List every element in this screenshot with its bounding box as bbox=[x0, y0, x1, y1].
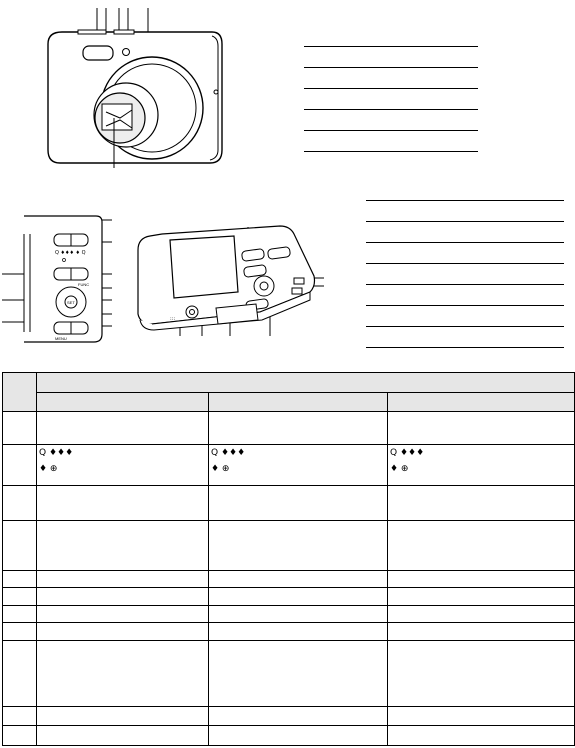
table-row bbox=[3, 570, 575, 588]
legend-line bbox=[366, 326, 564, 327]
legend-line bbox=[366, 200, 564, 201]
table-row bbox=[3, 412, 575, 445]
table-row bbox=[3, 623, 575, 641]
table-cell bbox=[37, 623, 209, 641]
row-num bbox=[3, 486, 37, 521]
button-function-table bbox=[2, 372, 575, 746]
legend-line bbox=[304, 151, 478, 152]
table-cell bbox=[388, 706, 575, 726]
table-cell bbox=[388, 640, 575, 706]
row-num bbox=[3, 521, 37, 570]
table-cell bbox=[388, 623, 575, 641]
table-cell bbox=[388, 570, 575, 588]
table-cell bbox=[37, 445, 209, 486]
table-cell bbox=[209, 570, 388, 588]
zoom-wide-icon: Q ♦♦♦ bbox=[39, 448, 74, 459]
table-cell bbox=[37, 486, 209, 521]
table-cell bbox=[209, 588, 388, 606]
table-cell bbox=[209, 445, 388, 486]
legend-line bbox=[366, 347, 564, 348]
legend-line bbox=[304, 46, 478, 47]
row-num bbox=[3, 605, 37, 623]
table-cell bbox=[37, 521, 209, 570]
row-num bbox=[3, 726, 37, 746]
zoom-tele-icon: ♦ ⊕ bbox=[390, 464, 409, 475]
table-header-group bbox=[37, 373, 575, 393]
table-row bbox=[3, 605, 575, 623]
table-row bbox=[3, 588, 575, 606]
row-num bbox=[3, 412, 37, 445]
row-num bbox=[3, 640, 37, 706]
table-row bbox=[3, 726, 575, 746]
table-cell bbox=[209, 706, 388, 726]
zoom-wide-icon: Q ♦♦♦ bbox=[211, 448, 246, 459]
table-row bbox=[3, 640, 575, 706]
svg-text:SET: SET bbox=[67, 300, 75, 305]
zoom-wide-icon: Q ♦♦♦ bbox=[390, 448, 425, 459]
table-row bbox=[3, 445, 575, 486]
table-header-col bbox=[388, 392, 575, 412]
legend-line bbox=[366, 305, 564, 306]
camera-back-perspective-figure bbox=[130, 212, 335, 347]
table-cell bbox=[209, 640, 388, 706]
camera-back-figure bbox=[0, 210, 120, 350]
table-cell bbox=[209, 605, 388, 623]
table-cell bbox=[388, 445, 575, 486]
table-header-num bbox=[3, 373, 37, 412]
row-num bbox=[3, 706, 37, 726]
row-num bbox=[3, 570, 37, 588]
legend-line bbox=[366, 284, 564, 285]
table-cell bbox=[209, 623, 388, 641]
legend-line bbox=[304, 109, 478, 110]
row-num bbox=[3, 445, 37, 486]
table-cell bbox=[37, 706, 209, 726]
table-cell bbox=[37, 605, 209, 623]
table-cell bbox=[209, 521, 388, 570]
table-cell bbox=[209, 486, 388, 521]
camera-front-figure bbox=[40, 0, 240, 175]
legend-line bbox=[304, 130, 478, 131]
zoom-tele-icon: ♦ ⊕ bbox=[39, 464, 58, 475]
table-cell bbox=[37, 640, 209, 706]
table-header-row bbox=[3, 373, 575, 393]
table-cell bbox=[37, 570, 209, 588]
table-cell bbox=[388, 588, 575, 606]
table-cell bbox=[37, 588, 209, 606]
legend-line bbox=[304, 88, 478, 89]
legend-line bbox=[366, 263, 564, 264]
zoom-label: Q ♦♦♦ ♦ Q bbox=[55, 250, 86, 256]
legend-line bbox=[366, 221, 564, 222]
table-cell bbox=[37, 412, 209, 445]
row-num bbox=[3, 623, 37, 641]
row-num bbox=[3, 588, 37, 606]
table-cell bbox=[388, 605, 575, 623]
svg-text::::: ::: bbox=[170, 316, 176, 322]
table-row bbox=[3, 486, 575, 521]
table-row bbox=[3, 521, 575, 570]
table-cell bbox=[209, 412, 388, 445]
svg-text:FUNC: FUNC bbox=[78, 282, 90, 287]
table-row bbox=[3, 706, 575, 726]
legend-line bbox=[304, 67, 478, 68]
table-cell bbox=[388, 521, 575, 570]
table-cell bbox=[37, 726, 209, 746]
table-cell bbox=[209, 726, 388, 746]
legend-line bbox=[366, 242, 564, 243]
table-subheader-row bbox=[3, 392, 575, 412]
table-cell bbox=[388, 726, 575, 746]
table-header-col bbox=[209, 392, 388, 412]
table-header-col bbox=[37, 392, 209, 412]
table-cell bbox=[388, 486, 575, 521]
zoom-tele-icon: ♦ ⊕ bbox=[211, 464, 230, 475]
table-cell bbox=[388, 412, 575, 445]
svg-text:MENU: MENU bbox=[55, 336, 67, 341]
